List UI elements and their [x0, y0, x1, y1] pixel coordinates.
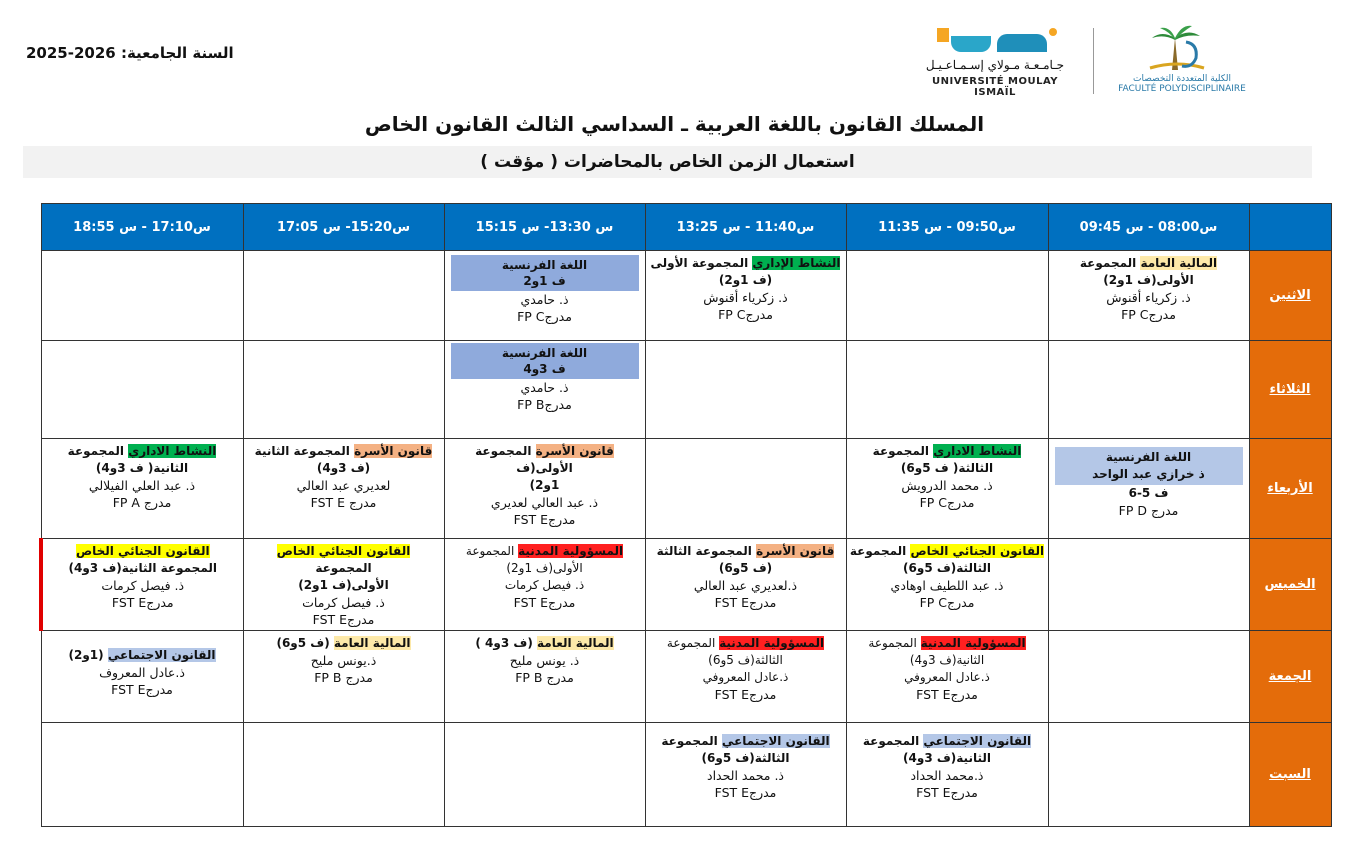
schedule-cell: قانون الأسرة المجموعة الثانية (ف 3و4) لعديري عبد العالي مدرج FST E: [243, 439, 444, 539]
schedule-cell: اللغة الفرنسية ف 3و4 ذ. حامدي مدرجFP B: [444, 341, 645, 439]
schedule-cell: [645, 341, 846, 439]
timetable: [39, 203, 1332, 827]
schedule-cell: القانون الجنائي الخاص المجموعة الثالثة(ف 5و6) ذ. عبد اللطيف اوهادي مدرجFP C: [846, 539, 1048, 631]
page-subtitle: استعمال الزمن الخاص بالمحاضرات ( مؤقت ): [23, 146, 1312, 178]
schedule-cell: [846, 251, 1048, 341]
schedule-cell: المالية العامة المجموعة الأولى(ف 1و2) ذ. زكرياء أقنوش مدرجFP C: [1048, 251, 1249, 341]
schedule-cell: [41, 341, 243, 439]
schedule-cell: النشاط الاداري المجموعة الثالثة( ف 5و6) ذ. محمد الدرويش مدرجFP C: [846, 439, 1048, 539]
slot-header: س08:00 - س 09:45: [1048, 204, 1249, 251]
header-row: [41, 204, 1331, 251]
schedule-cell: القانون الاجتماعي المجموعة الثانية(ف 3و4) ذ.محمد الحداد مدرجFST E: [846, 723, 1048, 827]
schedule-cell: [41, 723, 243, 827]
schedule-cell: النشاط الإداري المجموعة الأولى (ف 1و2) ذ. زكرياء أقنوش مدرجFP C: [645, 251, 846, 341]
day-label: الجمعة: [1249, 631, 1331, 723]
schedule-cell: [1048, 631, 1249, 723]
faculty-name-fr: FACULTÉ POLYDISCIPLINAIRE: [1118, 84, 1246, 94]
schedule-cell: [243, 251, 444, 341]
day-label: الأربعاء: [1249, 439, 1331, 539]
schedule-cell: اللغة الفرنسية ذ خرازي عبد الواحد ف 5-6 مدرج FP D: [1048, 439, 1249, 539]
schedule-cell: [1048, 539, 1249, 631]
schedule-cell: [243, 723, 444, 827]
faculty-name-ar: الكلية المتعددة التخصصات: [1133, 74, 1231, 84]
slot-header: س 13:30- س 15:15: [444, 204, 645, 251]
slot-header: س15:20- س 17:05: [243, 204, 444, 251]
schedule-cell: [243, 341, 444, 439]
logo-divider: [1093, 28, 1094, 94]
schedule-cell: [1048, 723, 1249, 827]
schedule-cell: [41, 251, 243, 341]
schedule-cell: المالية العامة (ف 5و6) ذ.يونس مليح مدرج FP B: [243, 631, 444, 723]
day-row: [41, 341, 1331, 439]
day-row: [41, 723, 1331, 827]
schedule-cell: المسؤولية المدنية المجموعة الثالثة(ف 5و6) ذ.عادل المعروفي مدرجFST E: [645, 631, 846, 723]
umi-logo: [915, 24, 1075, 98]
umi-logo-icon: [937, 28, 1057, 54]
page-title: المسلك القانون باللغة العربية ـ السداسي الثالث القانون الخاص: [364, 112, 985, 136]
faculty-logo: [1112, 24, 1252, 94]
day-label: السبت: [1249, 723, 1331, 827]
palm-tree-icon: [1142, 24, 1212, 72]
day-label: الاثنين: [1249, 251, 1331, 341]
slot-header: س09:50 - س 11:35: [846, 204, 1048, 251]
schedule-cell: المالية العامة (ف 3و4 ) ذ. يونس مليح مدرج FP B: [444, 631, 645, 723]
slot-header: س17:10 - س 18:55: [41, 204, 243, 251]
day-label: الثلاثاء: [1249, 341, 1331, 439]
umi-name-fr: UNIVERSITÉ MOULAY ISMAÏL: [931, 76, 1058, 98]
schedule-cell: المسؤولية المدنية المجموعة الأولى(ف 1و2) ذ. فيصل كرمات مدرجFST E: [444, 539, 645, 631]
day-row: [41, 439, 1331, 539]
schedule-cell: [645, 439, 846, 539]
schedule-cell: [444, 723, 645, 827]
schedule-cell: القانون الاجتماعي (1و2) ذ.عادل المعروف مدرجFST E: [41, 631, 243, 723]
schedule-cell: النشاط الاداري المجموعة الثانية( ف 3و4) ذ. عبد العلي الفيلالي مدرج FP A: [41, 439, 243, 539]
schedule-cell: قانون الأسرة المجموعة الأولى(ف 1و2) ذ. عبد العالي لعديري مدرجFST E: [444, 439, 645, 539]
academic-year: السنة الجامعية: 2026-2025: [26, 44, 234, 62]
day-row: [41, 539, 1331, 631]
slot-header: س11:40 - س 13:25: [645, 204, 846, 251]
umi-name-ar: جـامـعـة مـولاي إسـمـاعـيـل: [925, 58, 1065, 72]
schedule-cell: القانون الجنائي الخاص المجموعة الثانية(ف 3و4) ذ. فيصل كرمات مدرجFST E: [41, 539, 243, 631]
schedule-cell: القانون الجنائي الخاص المجموعة الأولى(ف 1و2) ذ. فيصل كرمات مدرجFST E: [243, 539, 444, 631]
schedule-cell: القانون الاجتماعي المجموعة الثالثة(ف 5و6) ذ. محمد الحداد مدرجFST E: [645, 723, 846, 827]
schedule-cell: المسؤولية المدنية المجموعة الثانية(ف 3و4) ذ.عادل المعروفي مدرجFST E: [846, 631, 1048, 723]
corner-cell: [1249, 204, 1331, 251]
day-row: [41, 251, 1331, 341]
schedule-cell: [846, 341, 1048, 439]
schedule-cell: [1048, 341, 1249, 439]
day-label: الخميس: [1249, 539, 1331, 631]
schedule-cell: قانون الأسرة المجموعة الثالثة (ف 5و6) ذ.لعديري عبد العالي مدرجFST E: [645, 539, 846, 631]
day-row: [41, 631, 1331, 723]
schedule-cell: اللغة الفرنسية ف 1و2 ذ. حامدي مدرجFP C: [444, 251, 645, 341]
